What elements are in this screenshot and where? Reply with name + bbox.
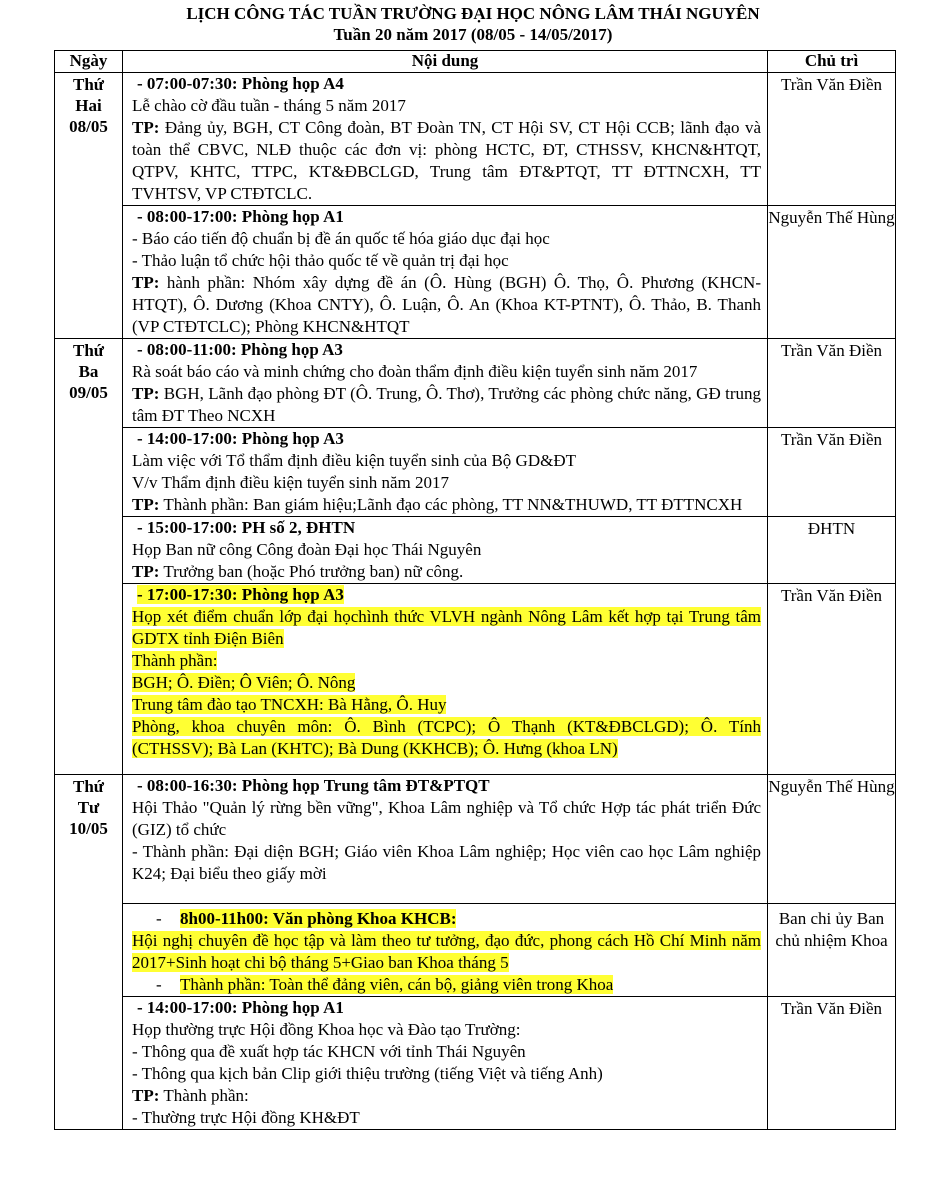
table-row [55, 997, 896, 1130]
col-header-content: Nội dung [123, 51, 768, 73]
participants-label: TP: [132, 273, 160, 292]
table-row [55, 73, 896, 206]
header-row [55, 51, 896, 73]
event-text: - Thường trực Hội đồng KH&ĐT [132, 1108, 360, 1127]
table-row [55, 904, 896, 997]
host-cell: Trần Văn Điền [768, 997, 896, 1130]
event-text: Hội nghị chuyên đề học tập và làm theo tư tưởng, đạo đức, phong cách Hồ Chí Minh năm 2017+Sinh hoạt chi bộ tháng 5+Giao ban Khoa tháng 5 [132, 931, 761, 972]
table-row [55, 517, 896, 584]
participants-label: TP: [132, 562, 160, 581]
participants-text: Thành phần: Ban giám hiệu;Lãnh đạo các phòng, TT NN&THUWD, TT ĐTTNCXH [159, 495, 743, 514]
event-time: - 08:00-17:00: Phòng họp A1 [137, 207, 344, 226]
bullet-dash: - [156, 975, 162, 994]
event-text: - Thông qua kịch bản Clip giới thiệu trường (tiếng Việt và tiếng Anh) [132, 1064, 603, 1083]
participants-label: TP: [132, 384, 160, 403]
table-row [55, 206, 896, 339]
event-text: - Thông qua đề xuất hợp tác KHCN với tỉnh Thái Nguyên [132, 1042, 526, 1061]
day-cell-tuesday [55, 339, 123, 775]
table-row [55, 339, 896, 428]
event-participants [132, 1085, 761, 1107]
event-text: Họp Ban nữ công Công đoàn Đại học Thái Nguyên [132, 540, 482, 559]
participants-label: TP: [132, 118, 160, 137]
event-cell [123, 517, 768, 584]
host-cell: Trần Văn Điền [768, 339, 896, 428]
event-cell [123, 584, 768, 775]
event-text: Họp thường trực Hội đồng Khoa học và Đào tạo Trường: [132, 1020, 521, 1039]
day-label: Hai [75, 96, 102, 115]
event-time: - 08:00-16:30: Phòng họp Trung tâm ĐT&PTQT [137, 776, 490, 795]
event-time: - 14:00-17:00: Phòng họp A1 [137, 998, 344, 1017]
event-time: - 08:00-11:00: Phòng họp A3 [137, 340, 343, 359]
day-label: Tư [77, 798, 100, 817]
event-time: - 17:00-17:30: Phòng họp A3 [137, 585, 344, 604]
event-participants: Thành phần: Toàn thể đảng viên, cán bộ, giảng viên trong Khoa [180, 975, 614, 994]
event-text: Rà soát báo cáo và minh chứng cho đoàn thẩm định điều kiện tuyển sinh năm 2017 [132, 362, 698, 381]
event-text: - Thảo luận tổ chức hội thảo quốc tế về quản trị đại học [132, 251, 509, 270]
event-cell [123, 904, 768, 997]
page-subtitle: Tuần 20 năm 2017 (08/05 - 14/05/2017) [333, 25, 613, 44]
participants-text: BGH, Lãnh đạo phòng ĐT (Ô. Trung, Ô. Thơ), Trưởng các phòng chức năng, GĐ trung tâm ĐT Theo NCXH [132, 384, 761, 425]
event-time: - 15:00-17:00: PH số 2, ĐHTN [137, 518, 356, 537]
day-date: 08/05 [69, 117, 108, 136]
participants-label: TP: [132, 495, 160, 514]
page-title: LỊCH CÔNG TÁC TUẦN TRƯỜNG ĐẠI HỌC NÔNG LÂM THÁI NGUYÊN [186, 4, 760, 23]
event-text: Thành phần: [132, 651, 218, 670]
host-cell: ĐHTN [768, 517, 896, 584]
event-cell [123, 206, 768, 339]
participants-text: hành phần: Nhóm xây dựng đề án (Ô. Hùng (BGH) Ô. Thọ, Ô. Phương (KHCN-HTQT), Ô. Dương (Khoa CNTY), Ô. Luận, Ô. An (Khoa KT-PTNT), Ô. Thảo, B. Thanh (VP CTĐTCLC); Phòng KHCN&HTQT [132, 273, 761, 336]
event-text: Hội Thảo "Quản lý rừng bền vững", Khoa Lâm nghiệp và Tổ chức Hợp tác phát triển Đức (GIZ) tổ chức [132, 798, 761, 839]
event-cell [123, 428, 768, 517]
host-cell: Trần Văn Điền [768, 73, 896, 206]
participants-text: Đảng ủy, BGH, CT Công đoàn, BT Đoàn TN, CT Hội SV, CT Hội CCB; lãnh đạo và toàn thể CBVC, NLĐ thuộc các đơn vị: phòng HCTC, ĐT, CTHSSV, KHCN&HTQT, QTPV, KHTC, TTPC, KT&ĐBCLGD, Trung tâm ĐT&PTQT, TT ĐTTNCXH, TT TVHTSV, VP CTĐTCLC. [132, 118, 761, 203]
participants-label: TP: [132, 1086, 160, 1105]
event-text: Họp xét điểm chuẩn lớp đại họchình thức VLVH ngành Nông Lâm kết hợp tại Trung tâm GDTX tỉnh Điện Biên [132, 607, 761, 648]
day-cell-wednesday [55, 775, 123, 1130]
host-cell: Trần Văn Điền [768, 584, 896, 775]
day-label: Thứ [73, 75, 104, 94]
host-cell: Nguyễn Thế Hùng [768, 206, 896, 339]
table-row [55, 584, 896, 775]
event-cell [123, 73, 768, 206]
day-label: Ba [78, 362, 99, 381]
event-participants [132, 272, 761, 338]
event-participants [132, 383, 761, 427]
event-time: 8h00-11h00: Văn phòng Khoa KHCB: [180, 909, 457, 928]
host-cell: Ban chi ủy Ban chủ nhiệm Khoa [768, 904, 896, 997]
event-text: BGH; Ô. Điền; Ô Viên; Ô. Nông [132, 673, 356, 692]
participants-text: Trưởng ban (hoặc Phó trưởng ban) nữ công. [159, 562, 464, 581]
day-cell-monday [55, 73, 123, 339]
event-participants [132, 561, 761, 583]
event-text: Làm việc với Tổ thẩm định điều kiện tuyển sinh của Bộ GD&ĐT [132, 451, 576, 470]
event-time: - 07:00-07:30: Phòng họp A4 [137, 74, 344, 93]
event-time: - 14:00-17:00: Phòng họp A3 [137, 429, 344, 448]
host-cell: Nguyễn Thế Hùng [768, 775, 896, 904]
col-header-host: Chủ trì [768, 51, 896, 73]
day-date: 09/05 [69, 383, 108, 402]
event-participants [132, 117, 761, 205]
event-text: Trung tâm đào tạo TNCXH: Bà Hằng, Ô. Huy [132, 695, 447, 714]
event-text: - Thành phần: Đại diện BGH; Giáo viên Khoa Lâm nghiệp; Học viên cao học Lâm nghiệp K24; Đại biểu theo giấy mời [132, 842, 761, 883]
day-date: 10/05 [69, 819, 108, 838]
schedule-table [54, 50, 896, 1130]
day-label: Thứ [73, 777, 104, 796]
table-row [55, 775, 896, 904]
col-header-day: Ngày [55, 51, 123, 73]
event-cell [123, 775, 768, 904]
event-cell [123, 339, 768, 428]
event-cell [123, 997, 768, 1130]
event-text: Phòng, khoa chuyên môn: Ô. Bình (TCPC); Ô Thạnh (KT&ĐBCLGD); Ô. Tính (CTHSSV); Bà Lan (KHTC); Bà Dung (KKHCB); Ô. Hưng (khoa LN) [132, 717, 761, 758]
event-text: Lễ chào cờ đầu tuần - tháng 5 năm 2017 [132, 96, 406, 115]
event-text: V/v Thẩm định điều kiện tuyển sinh năm 2017 [132, 473, 449, 492]
host-cell: Trần Văn Điền [768, 428, 896, 517]
table-row [55, 428, 896, 517]
event-text: - Báo cáo tiến độ chuẩn bị đề án quốc tế hóa giáo dục đại học [132, 229, 550, 248]
bullet-dash: - [156, 909, 162, 928]
participants-text: Thành phần: [159, 1086, 249, 1105]
event-participants [132, 494, 761, 516]
day-label: Thứ [73, 341, 104, 360]
